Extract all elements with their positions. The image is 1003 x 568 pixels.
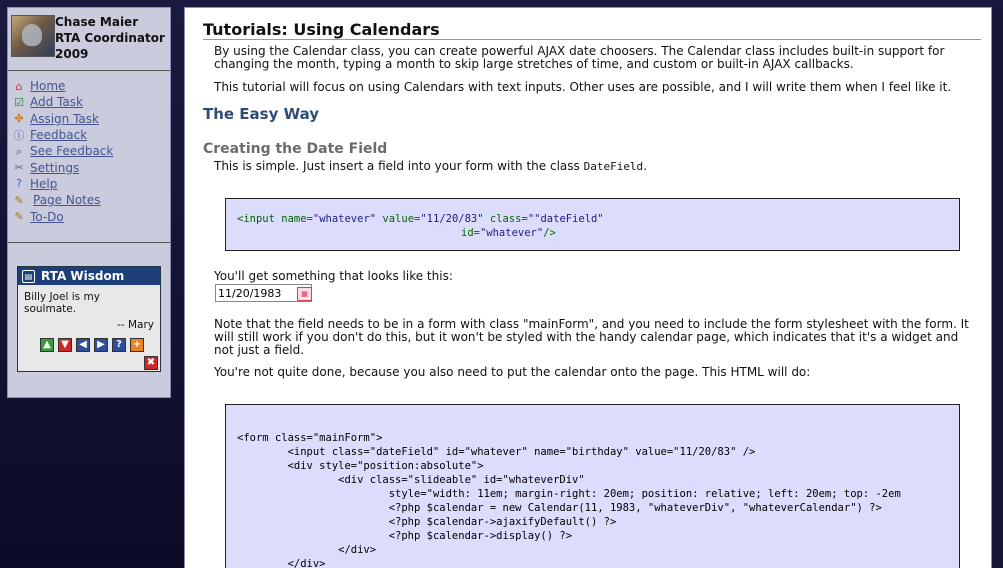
code-token: class= [483,213,528,225]
code-line: </div> [237,544,377,556]
puzzle-icon: ✤ [14,112,24,126]
checkbox-icon: ☑ [14,95,24,109]
code-token: "11/20/83" [420,213,484,225]
title-divider [203,39,981,40]
code-line: style="width: 11em; margin-right: 20em; position: relative; left: 20em; top: -2em [237,488,901,500]
magnifier-icon: ⌕ [15,144,23,158]
avatar [11,15,55,57]
nav-link-add-task[interactable]: Add Task [30,95,83,110]
sidebar [7,7,171,398]
main-content [184,7,992,568]
todo-icon: ✎ [14,210,24,224]
code-token: <input [237,213,275,225]
code-line: <?php $calendar->ajaxifyDefault() ?> [237,516,617,528]
nav-link-feedback[interactable]: Feedback [30,128,88,143]
nav-item-help[interactable] [12,176,113,192]
nav-item-page-notes[interactable] [12,192,113,208]
nav-link-help[interactable]: Help [30,176,58,191]
nav-link-see-feedback[interactable]: See Feedback [30,144,114,159]
profile-name: Chase Maier [55,15,139,29]
divider [8,70,170,71]
intro-paragraph: By using the Calendar class, you can create powerful AJAX date choosers. The Calendar class includes built-in support for changing the month, typing a month to skip large stretches of time, and custom or built-in AJAX callbacks. [214,44,945,71]
window-edge [992,7,1003,568]
nav-item-add-task[interactable] [12,94,113,110]
code-block-form [225,404,960,568]
simple-suffix: . [643,159,648,173]
nav-link-to-do[interactable]: To-Do [30,209,64,224]
simple-prefix: This is simple. Just insert a field into your form with the class [214,159,584,173]
question-icon[interactable]: ? [112,338,126,352]
nav-item-settings[interactable] [12,159,113,175]
add-icon[interactable]: + [130,338,144,352]
intro-paragraph-2: This tutorial will focus on using Calendars with text inputs. Other uses are possible, and I will write them when I feel like it. [214,80,952,94]
nav-link-page-notes[interactable]: Page Notes [33,193,101,208]
code-token: "whatever" [479,227,544,239]
wisdom-box [17,266,161,372]
code-line: <div style="position:absolute"> [237,460,484,472]
book-icon: ▤ [22,270,35,283]
section-heading-date-field: Creating the Date Field [203,141,388,157]
section-heading-easy-way: The Easy Way [203,105,320,123]
nav-item-home[interactable] [12,78,113,94]
nav-menu [12,78,113,225]
code-line: </div> [237,558,326,568]
profile-year: 2009 [55,47,89,61]
profile [8,8,170,66]
not-done-paragraph: You're not quite done, because you also need to put the calendar onto the page. This HTML will do: [214,365,811,379]
code-line: <?php $calendar->display() ?> [237,530,573,542]
nav-item-see-feedback[interactable] [12,143,113,159]
trash-icon[interactable]: ✖ [144,356,158,370]
wisdom-header [18,267,160,285]
nav-item-assign-task[interactable] [12,111,113,127]
code-line: <input class="dateField" id="whatever" name="birthday" value="11/20/83" /> [237,446,756,458]
tools-icon: ✂ [14,161,24,175]
code-block-input [225,198,960,251]
code-line: <form class="mainForm"> [237,432,383,444]
code-token: value= [376,213,421,225]
previous-icon[interactable]: ◀ [76,338,90,352]
code-line: <?php $calendar = new Calendar(11, 1983, "whateverDiv", "whateverCalendar") ?> [237,502,882,514]
code-token: id= [461,227,480,239]
thumbs-up-icon[interactable]: ▲ [40,338,54,352]
nav-link-settings[interactable]: Settings [30,160,80,175]
look-paragraph: You'll get something that looks like this: [214,269,453,283]
nav-link-home[interactable]: Home [30,79,66,94]
code-line: <div class="slideable" id="whateverDiv" [237,474,585,486]
wisdom-quote: Billy Joel is my soulmate. [24,291,100,315]
thumbs-down-icon[interactable]: ▼ [58,338,72,352]
info-icon: ⓘ [13,128,25,142]
note-icon: ✎ [14,193,24,207]
nav-item-to-do[interactable] [12,208,113,224]
page-title: Tutorials: Using Calendars [203,20,440,39]
wisdom-title: RTA Wisdom [41,269,125,283]
simple-paragraph [214,160,974,173]
code-token: name= [274,213,313,225]
next-icon[interactable]: ▶ [94,338,108,352]
nav-link-assign-task[interactable]: Assign Task [30,111,99,126]
inline-code: DateField [583,160,644,173]
help-icon: ? [16,177,22,191]
note-paragraph: Note that the field needs to be in a form with class "mainForm", and you need to include the form stylesheet with the form. It will still work if you don't do this, but it won't be styled with the handy calendar page, which indicates that it's a widget and not just a field. [214,317,969,357]
code-token: ""dateField" [527,213,604,225]
nav-item-feedback[interactable] [12,127,113,143]
house-icon: ⌂ [15,79,23,93]
calendar-icon[interactable]: ▦ [297,287,312,301]
code-token: /> [543,227,556,239]
profile-role: RTA Coordinator [55,31,165,45]
wisdom-buttons [40,338,144,352]
code-token: "whatever" [312,213,377,225]
divider [8,242,170,243]
wisdom-author: -- Mary [117,319,154,331]
